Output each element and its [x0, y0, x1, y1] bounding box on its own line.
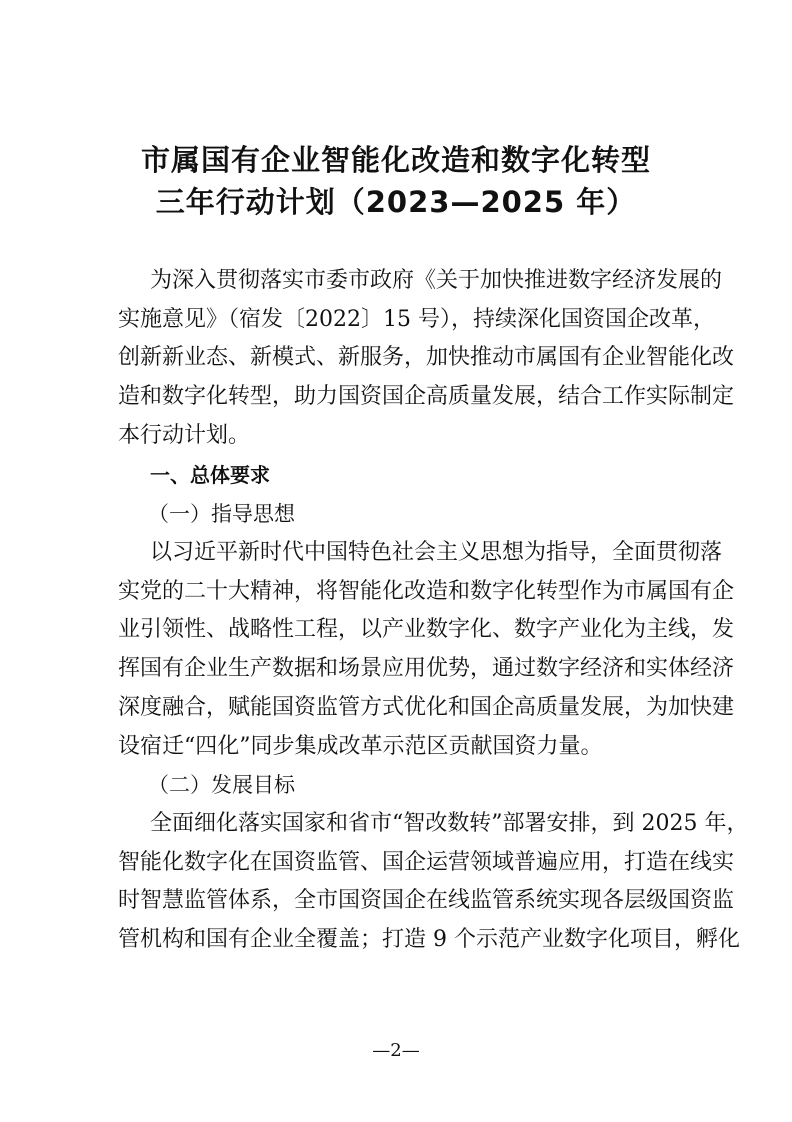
- paragraph-line: 设宿迁“四化”同步集成改革示范区贡献国资力量。: [118, 734, 603, 759]
- intro-line: 造和数字化转型，助力国资国企高质量发展，结合工作实际制定: [118, 384, 735, 409]
- paragraph-line: 挥国有企业生产数据和场景应用优势，通过数字经济和实体经济: [118, 656, 735, 681]
- page-number: —2—: [372, 1040, 420, 1061]
- paragraph-line: 智能化数字化在国资监管、国企运营领域普遍应用，打造在线实: [118, 850, 735, 875]
- paragraph-line: 实党的二十大精神，将智能化改造和数字化转型作为市属国有企: [118, 579, 735, 604]
- paragraph-line: 以习近平新时代中国特色社会主义思想为指导，全面贯彻落: [150, 540, 723, 565]
- intro-line: 实施意见》（宿发〔2022〕15 号），持续深化国资国企改革，: [118, 307, 715, 332]
- paragraph-line: 管机构和国有企业全覆盖；打造 9 个示范产业数字化项目，孵化: [118, 927, 740, 952]
- document-title-line-2: 三年行动计划（2023—2025 年）: [155, 185, 637, 219]
- paragraph-line: 时智慧监管体系，全市国资国企在线监管系统实现各层级国资监: [118, 888, 735, 913]
- paragraph-line: 全面细化落实国家和省市“智改数转”部署安排，到 2025 年，: [150, 811, 749, 836]
- document-title-line-1: 市属国有企业智能化改造和数字化转型: [140, 143, 651, 177]
- subsection-heading: （二）发展目标: [148, 773, 295, 797]
- intro-line: 本行动计划。: [118, 423, 251, 448]
- paragraph-line: 深度融合，赋能国资监管方式优化和国企高质量发展，为加快建: [118, 695, 735, 720]
- intro-line: 为深入贯彻落实市委市政府《关于加快推进数字经济发展的: [150, 268, 723, 293]
- subsection-heading: （一）指导思想: [148, 502, 295, 526]
- intro-line: 创新新业态、新模式、新服务，加快推动市属国有企业智能化改: [118, 345, 735, 370]
- paragraph-line: 业引领性、战略性工程，以产业数字化、数字产业化为主线，发: [118, 617, 735, 642]
- section-heading: 一、总体要求: [150, 463, 270, 487]
